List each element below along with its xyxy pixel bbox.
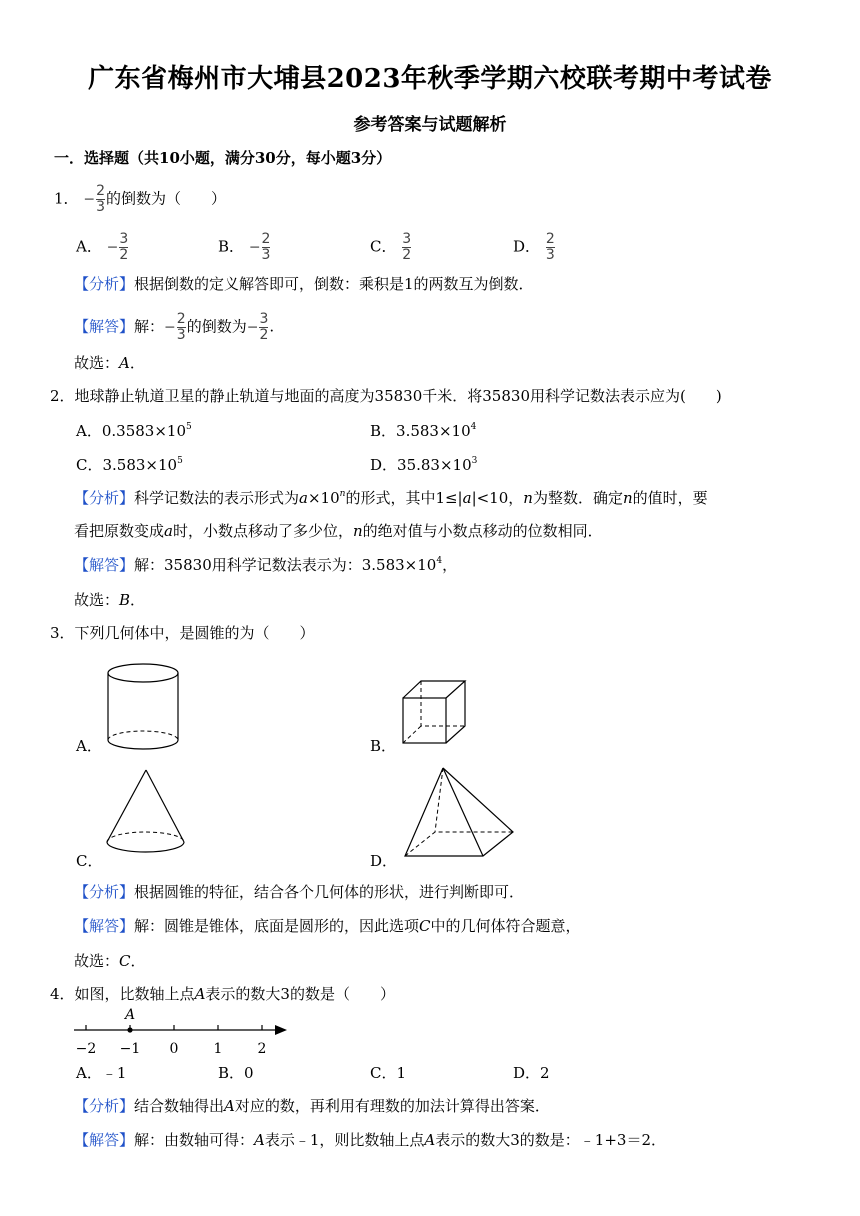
- q3-number: 3．: [50, 624, 75, 642]
- frac-den: 3: [545, 247, 555, 263]
- q4-number: 4．: [50, 985, 75, 1003]
- option-label: C．: [370, 1064, 397, 1082]
- q1-stem: [54, 184, 226, 215]
- q2-number: 2．: [50, 387, 75, 405]
- q3-label-a: A．: [76, 737, 102, 755]
- q2-analysis-text: 科学记数法的表示形式为: [134, 489, 300, 507]
- q3-label-b: B．: [370, 737, 397, 755]
- option-text: 2: [540, 1064, 550, 1082]
- frac-den: 2: [119, 247, 129, 263]
- q1-fraction: [96, 184, 105, 215]
- q1-analysis-text: 根据倒数的定义解答即可，倒数：乘积是1的两数互为倒数．: [134, 275, 534, 293]
- q1-answer-end: .: [269, 317, 275, 336]
- q4-option-a: [76, 1063, 126, 1083]
- q2-analysis-text: 的绝对值与小数点移动的位数相同．: [362, 522, 603, 540]
- q2-analysis-text: |<10，: [471, 489, 524, 507]
- q2-analysis-text: 的值时，要: [632, 489, 708, 507]
- q4-analysis: [74, 1096, 550, 1116]
- frac-num: 2: [545, 231, 555, 247]
- option-label: D．: [513, 237, 541, 256]
- tick-label: 0: [169, 1041, 179, 1057]
- q1-frac-den: 3: [96, 199, 105, 215]
- option-base: 0.3583×10: [101, 422, 186, 440]
- analysis-tag: 【分析】: [74, 489, 135, 507]
- cone-figure: [100, 766, 190, 861]
- point-a-label: A: [125, 1007, 136, 1023]
- option-label: D．: [513, 1064, 541, 1082]
- var-a: A: [224, 1097, 235, 1115]
- q2-answer-text: 解：35830用科学记数法表示为：3.583×10: [134, 556, 437, 574]
- q4-answer-text: 表示﹣1，则比数轴上点: [264, 1131, 425, 1149]
- option-label: D．: [370, 456, 398, 474]
- option-label: A．: [76, 237, 102, 256]
- times-ten: ×10: [307, 489, 340, 507]
- var-a: a: [462, 489, 472, 507]
- q2-analysis-text: 看把原数变成: [74, 522, 165, 540]
- choice-end: ．: [130, 952, 146, 970]
- choose-label: 故选：: [74, 591, 120, 609]
- number-line: [70, 1006, 300, 1060]
- q2-analysis-line1: [74, 488, 708, 508]
- choice-end: ．: [130, 591, 146, 609]
- option-exp: 5: [185, 422, 192, 432]
- option-label: C．: [370, 237, 397, 256]
- q4-stem-text: 表示的数大3的数是（ ）: [205, 985, 395, 1003]
- q4-answer: [74, 1130, 666, 1150]
- tick-label: −2: [75, 1041, 97, 1057]
- q1-answer: [74, 312, 274, 343]
- q1-option-d: [513, 232, 556, 263]
- frac-num: 3: [119, 231, 129, 247]
- q3-label-d: D．: [370, 852, 398, 870]
- q1-answer-sign-2: −: [246, 319, 259, 336]
- q2-stem: [50, 386, 722, 406]
- option-exp: 5: [177, 456, 183, 466]
- q3-analysis: [74, 882, 524, 902]
- q3-stem-text: 下列几何体中，是圆锥的为（ ）: [74, 624, 315, 642]
- analysis-tag: 【分析】: [74, 275, 135, 293]
- q1-option-c: [370, 232, 412, 263]
- q2-option-d: [370, 455, 477, 475]
- q2-option-a: [76, 421, 192, 441]
- q3-choice: [74, 951, 146, 971]
- q1-stem-text: 的倒数为（ ）: [105, 189, 226, 208]
- frac-num: 2: [261, 231, 271, 247]
- option-text: ﹣1: [101, 1064, 127, 1082]
- page-title: 广东省梅州市大埔县2023年秋季学期六校联考期中考试卷: [88, 64, 772, 94]
- frac-den: 3: [176, 327, 186, 343]
- q2-analysis-text: 的形式，其中1≤|: [345, 489, 463, 507]
- q1-answer-pre: 解：: [134, 317, 165, 336]
- choice-letter: C: [119, 952, 131, 970]
- q2-option-c: [76, 455, 183, 475]
- q2-analysis-line2: [74, 521, 603, 541]
- q4-option-d: [513, 1063, 550, 1083]
- option-label: B．: [218, 237, 245, 256]
- q3-stem: [50, 623, 315, 643]
- q1-option-b: [218, 232, 271, 263]
- tick-label: −1: [119, 1041, 141, 1057]
- var-a: a: [164, 522, 173, 540]
- q2-answer-exp: 4: [436, 556, 443, 566]
- var-n: n: [352, 522, 363, 540]
- axis-arrow: [275, 1025, 287, 1035]
- choice-end: ．: [129, 354, 145, 372]
- choose-label: 故选：: [74, 952, 120, 970]
- q4-option-c: [370, 1063, 406, 1083]
- q2-answer: [74, 555, 457, 575]
- var-n: n: [622, 489, 633, 507]
- option-text: 0: [244, 1064, 254, 1082]
- option-base: 3.583×10: [102, 456, 178, 474]
- var-c: C: [419, 917, 431, 935]
- cube-figure: [395, 675, 475, 750]
- cylinder-figure: [100, 660, 190, 755]
- frac-den: 2: [259, 327, 269, 343]
- analysis-tag: 【分析】: [74, 883, 135, 901]
- q3-analysis-text: 根据圆锥的特征，结合各个几何体的形状，进行判断即可．: [134, 883, 525, 901]
- option-fraction: [402, 232, 411, 263]
- q3-answer-text: 解：圆锥是锥体，底面是圆形的，因此选项: [134, 917, 420, 935]
- section-heading: 一．选择题（共10小题，满分30分，每小题3分）: [54, 149, 392, 167]
- q1-answer-sign: −: [164, 319, 176, 336]
- option-sign: −: [106, 239, 119, 256]
- option-base: 35.83×10: [397, 456, 472, 474]
- option-fraction: [546, 232, 555, 263]
- q1-neg-sign: −: [83, 191, 96, 208]
- option-label: A．: [76, 1064, 102, 1082]
- q4-stem: [50, 984, 395, 1004]
- answer-tag: 【解答】: [74, 317, 135, 336]
- frac-num: 2: [176, 311, 186, 327]
- q1-answer-fraction-2: [259, 312, 268, 343]
- q4-stem-text: 如图，比数轴上点: [74, 985, 195, 1003]
- q3-answer: [74, 916, 581, 936]
- var-a: A: [254, 1131, 265, 1149]
- q2-stem-text: 地球静止轨道卫星的静止轨道与地面的高度为35830千米．将35830用科学记数法表示应为( ): [74, 387, 722, 405]
- q2-analysis-text: 为整数．确定: [532, 489, 623, 507]
- option-label: C．: [76, 456, 103, 474]
- q3-label-c: C．: [76, 852, 103, 870]
- q3-answer-text: 中的几何体符合题意，: [430, 917, 581, 935]
- option-exp: 4: [470, 422, 477, 432]
- q1-analysis: [74, 274, 534, 294]
- q2-choice: [74, 590, 145, 610]
- analysis-tag: 【分析】: [74, 1097, 135, 1115]
- q1-choice: [74, 353, 145, 373]
- answer-tag: 【解答】: [74, 1131, 135, 1149]
- tick-label: 2: [257, 1041, 267, 1057]
- frac-den: 2: [402, 247, 412, 263]
- q1-number: 1．: [54, 189, 79, 208]
- q1-answer-mid: 的倒数为: [186, 317, 247, 336]
- var-n: n: [523, 489, 533, 507]
- q4-option-b: [218, 1063, 254, 1083]
- q1-answer-fraction-1: [177, 312, 186, 343]
- var-a: A: [194, 985, 206, 1003]
- option-exp: 3: [471, 456, 478, 466]
- answer-tag: 【解答】: [74, 556, 135, 574]
- q1-frac-num: 2: [96, 183, 105, 199]
- pyramid-figure: [395, 764, 520, 864]
- choice-letter: B: [119, 591, 131, 609]
- q1-option-a: [76, 232, 129, 263]
- q2-option-b: [370, 421, 476, 441]
- q2-answer-end: ，: [442, 556, 458, 574]
- point-a-dot: [127, 1027, 132, 1032]
- option-text: 1: [396, 1064, 407, 1082]
- answer-tag: 【解答】: [74, 917, 135, 935]
- var-n: n: [339, 489, 346, 499]
- choice-letter: A: [119, 354, 130, 372]
- q2-analysis-text: 时，小数点移动了多少位，: [172, 522, 353, 540]
- frac-num: 3: [259, 311, 269, 327]
- frac-den: 3: [261, 247, 271, 263]
- q4-answer-text: 解：由数轴可得：: [134, 1131, 255, 1149]
- frac-num: 3: [402, 231, 412, 247]
- q4-analysis-text: 对应的数，再利用有理数的加法计算得出答案．: [234, 1097, 550, 1115]
- var-a: a: [299, 489, 308, 507]
- option-fraction: [262, 232, 271, 263]
- tick-label: 1: [213, 1041, 223, 1057]
- option-label: A．: [76, 422, 102, 440]
- option-fraction: [119, 232, 128, 263]
- page-subtitle: 参考答案与试题解析: [353, 115, 507, 135]
- option-label: B．: [370, 422, 397, 440]
- q4-analysis-text: 结合数轴得出: [134, 1097, 225, 1115]
- var-a: A: [424, 1131, 436, 1149]
- option-label: B．: [218, 1064, 245, 1082]
- option-sign: −: [248, 239, 261, 256]
- option-base: 3.583×10: [396, 422, 471, 440]
- choose-label: 故选：: [74, 354, 120, 372]
- q4-answer-text: 表示的数大3的数是：﹣1+3＝2．: [435, 1131, 667, 1149]
